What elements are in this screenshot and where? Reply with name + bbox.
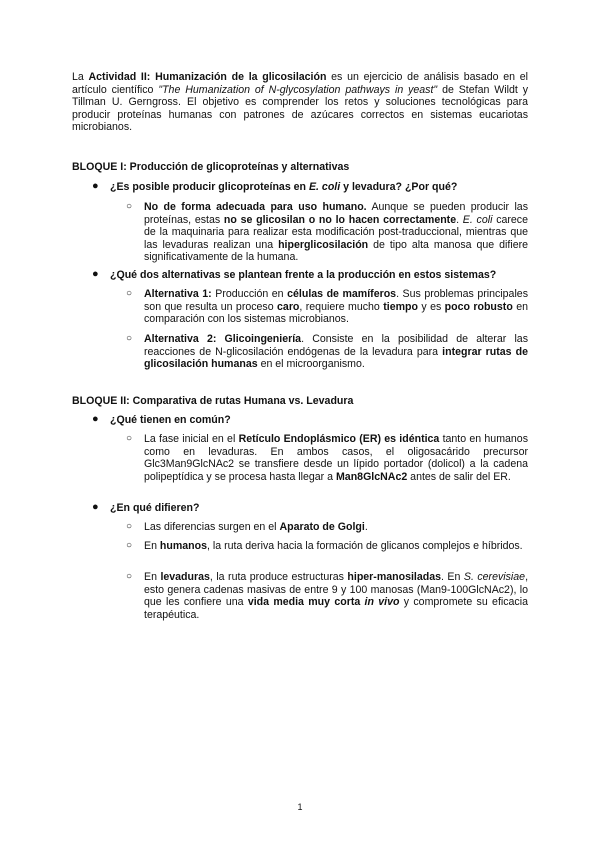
circle-bullet-icon: ○ [126,571,133,582]
bloque-1-answer-3: ○ Alternativa 2: Glicoingeniería. Consiste en la posibilidad de alterar las reacciones de N-glicosilación endógenas de la levadura para integrar rutas de glicosilación humanas en el microorganismo. [126,333,528,371]
intro-article-title: "The Humanization of N-glycosylation pathways in yeast" [158,83,438,96]
bloque-2-answer-3: ○ En humanos, la ruta deriva hacia la formación de glicanos complejos e híbridos. [126,540,523,552]
page-number: 1 [297,802,303,812]
bloque-2-answer-1: ○ La fase inicial en el Retículo Endoplásmico (ER) es idéntica tanto en humanos como en levaduras. En ambos casos, el oligosacárido precursor Glc3Man9GlcNAc2 se transfiere desde un lípido portador (dolicol) a la cadena polipeptídica y se procesa hasta llegar a Man8GlcNAc2 antes de salir del ER. [126,433,528,483]
circle-bullet-icon: ○ [126,521,133,532]
bloque-2-heading: BLOQUE II: Comparativa de rutas Humana vs. Levadura [72,395,354,407]
intro-paragraph [72,71,528,134]
circle-bullet-icon: ○ [126,540,133,551]
intro-text: de Stefan Wildt y Tillman U. Gerngross. El objetivo es comprender los retos y soluciones tecnológicas para producir proteínas humanas con patrones de azúcares correctos en sistemas eucariotas microbianos. [72,83,528,134]
circle-bullet-icon: ○ [126,288,133,299]
intro-text: es un ejercicio de análisis basado en el artículo científico [72,71,528,96]
circle-bullet-icon: ○ [126,201,133,212]
bloque-1-answer-2: ○ Alternativa 1: Producción en células de mamíferos. Sus problemas principales son que resulta un proceso caro, requiere mucho tiempo y es poco robusto en comparación con los sistemas microbianos. [126,288,528,326]
bullet-icon: ● [92,413,99,425]
circle-bullet-icon: ○ [126,333,133,344]
bullet-icon: ● [92,501,99,513]
bloque-1-heading: BLOQUE I: Producción de glicoproteínas y alternativas [72,161,350,173]
bloque-2-answer-2: ○ Las diferencias surgen en el Aparato de Golgi. [126,521,368,533]
bullet-icon: ● [92,180,99,192]
bullet-icon: ● [92,268,99,280]
intro-text: La [72,71,89,83]
bloque-2-answer-4: ○ En levaduras, la ruta produce estructuras hiper-manosiladas. En S. cerevisiae, esto genera cadenas masivas de entre 9 y 100 manosas (Man9-100GlcNAc2), lo que les confiere una vida media muy corta in vivo y compromete su eficacia terapéutica. [126,571,529,621]
intro-activity-title: Actividad II: Humanización de la glicosilación [88,71,327,83]
circle-bullet-icon: ○ [126,433,133,444]
bloque-1-answer-1: ○ No de forma adecuada para uso humano. Aunque se pueden producir las proteínas, estas no se glicosilan o no lo hacen correctamente. E. coli carece de la maquinaria para realizar esta modificación post-traduccional, mientras que las levaduras realizan una hiperglicosilación de tipo alta manosa que difiere significativamente de la humana. [126,201,528,264]
